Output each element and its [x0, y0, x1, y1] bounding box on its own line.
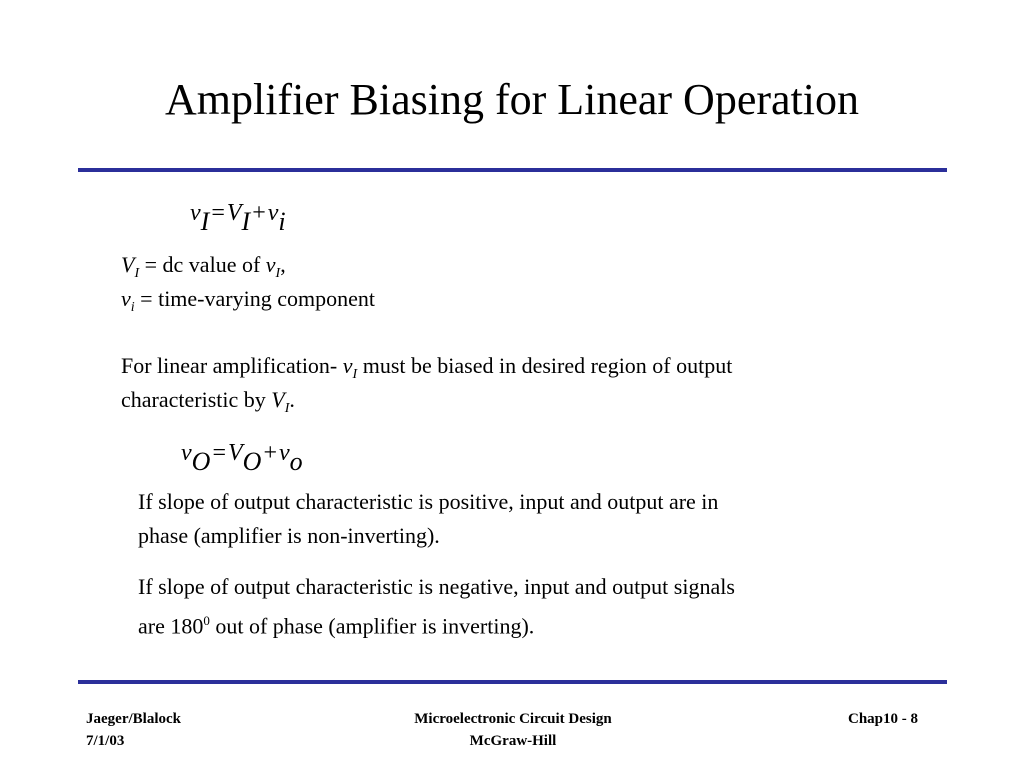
eq2-lhs-sub: O — [191, 447, 211, 476]
eq2-term1-sub: O — [242, 447, 262, 476]
eq2-term2-var: v — [278, 440, 290, 466]
eq1-lhs-sub: I — [200, 207, 210, 236]
footer-book-title: Microelectronic Circuit Design — [414, 711, 612, 727]
eq2-lhs-var: v — [181, 440, 192, 466]
eq2-term1-var: V — [227, 440, 243, 466]
footer-authors: Jaeger/Blalock — [86, 711, 181, 727]
eq1-term2-var: v — [267, 200, 279, 226]
eq1-term1-var: V — [226, 200, 242, 226]
definition-time-varying: $v_i$ = time-varying component — [121, 286, 375, 315]
positive-slope-line1: If slope of output characteristic is positive, input and output are in — [138, 489, 719, 514]
definition-dc-value: $V_I$ = dc value of $v_I$, — [121, 252, 286, 281]
bottom-divider — [78, 680, 947, 684]
linear-amplification-line1: For linear amplification- $v_I$ must be biased in desired region of output — [121, 353, 733, 382]
footer-page-number: Chap10 - 8 — [847, 711, 918, 727]
footer-publisher: McGraw-Hill — [469, 733, 557, 749]
eq1-term1-sub: I — [241, 207, 251, 236]
footer-date: 7/1/03 — [86, 733, 125, 749]
top-divider — [78, 168, 947, 172]
equation-input-signal — [190, 198, 286, 236]
degree-superscript: 0 — [203, 613, 210, 628]
negative-slope-line2: are $180^0$ out of phase (amplifier is inverting). — [138, 613, 535, 639]
eq1-lhs-var: v — [190, 200, 201, 226]
eq2-plus: + — [263, 440, 277, 466]
eq1-equals: = — [211, 200, 225, 226]
linear-amplification-line2: characteristic by $V_I$. — [121, 387, 295, 416]
positive-slope-line2: phase (amplifier is non-inverting). — [138, 523, 440, 548]
eq1-plus: + — [252, 200, 266, 226]
slide-title: Amplifier Biasing for Linear Operation — [164, 75, 859, 124]
eq1-term2-sub: i — [278, 207, 286, 236]
eq2-equals: = — [212, 440, 226, 466]
negative-slope-line1: If slope of output characteristic is negative, input and output signals — [138, 574, 735, 599]
equation-output-signal — [181, 438, 303, 476]
eq2-term2-sub: o — [289, 447, 303, 476]
